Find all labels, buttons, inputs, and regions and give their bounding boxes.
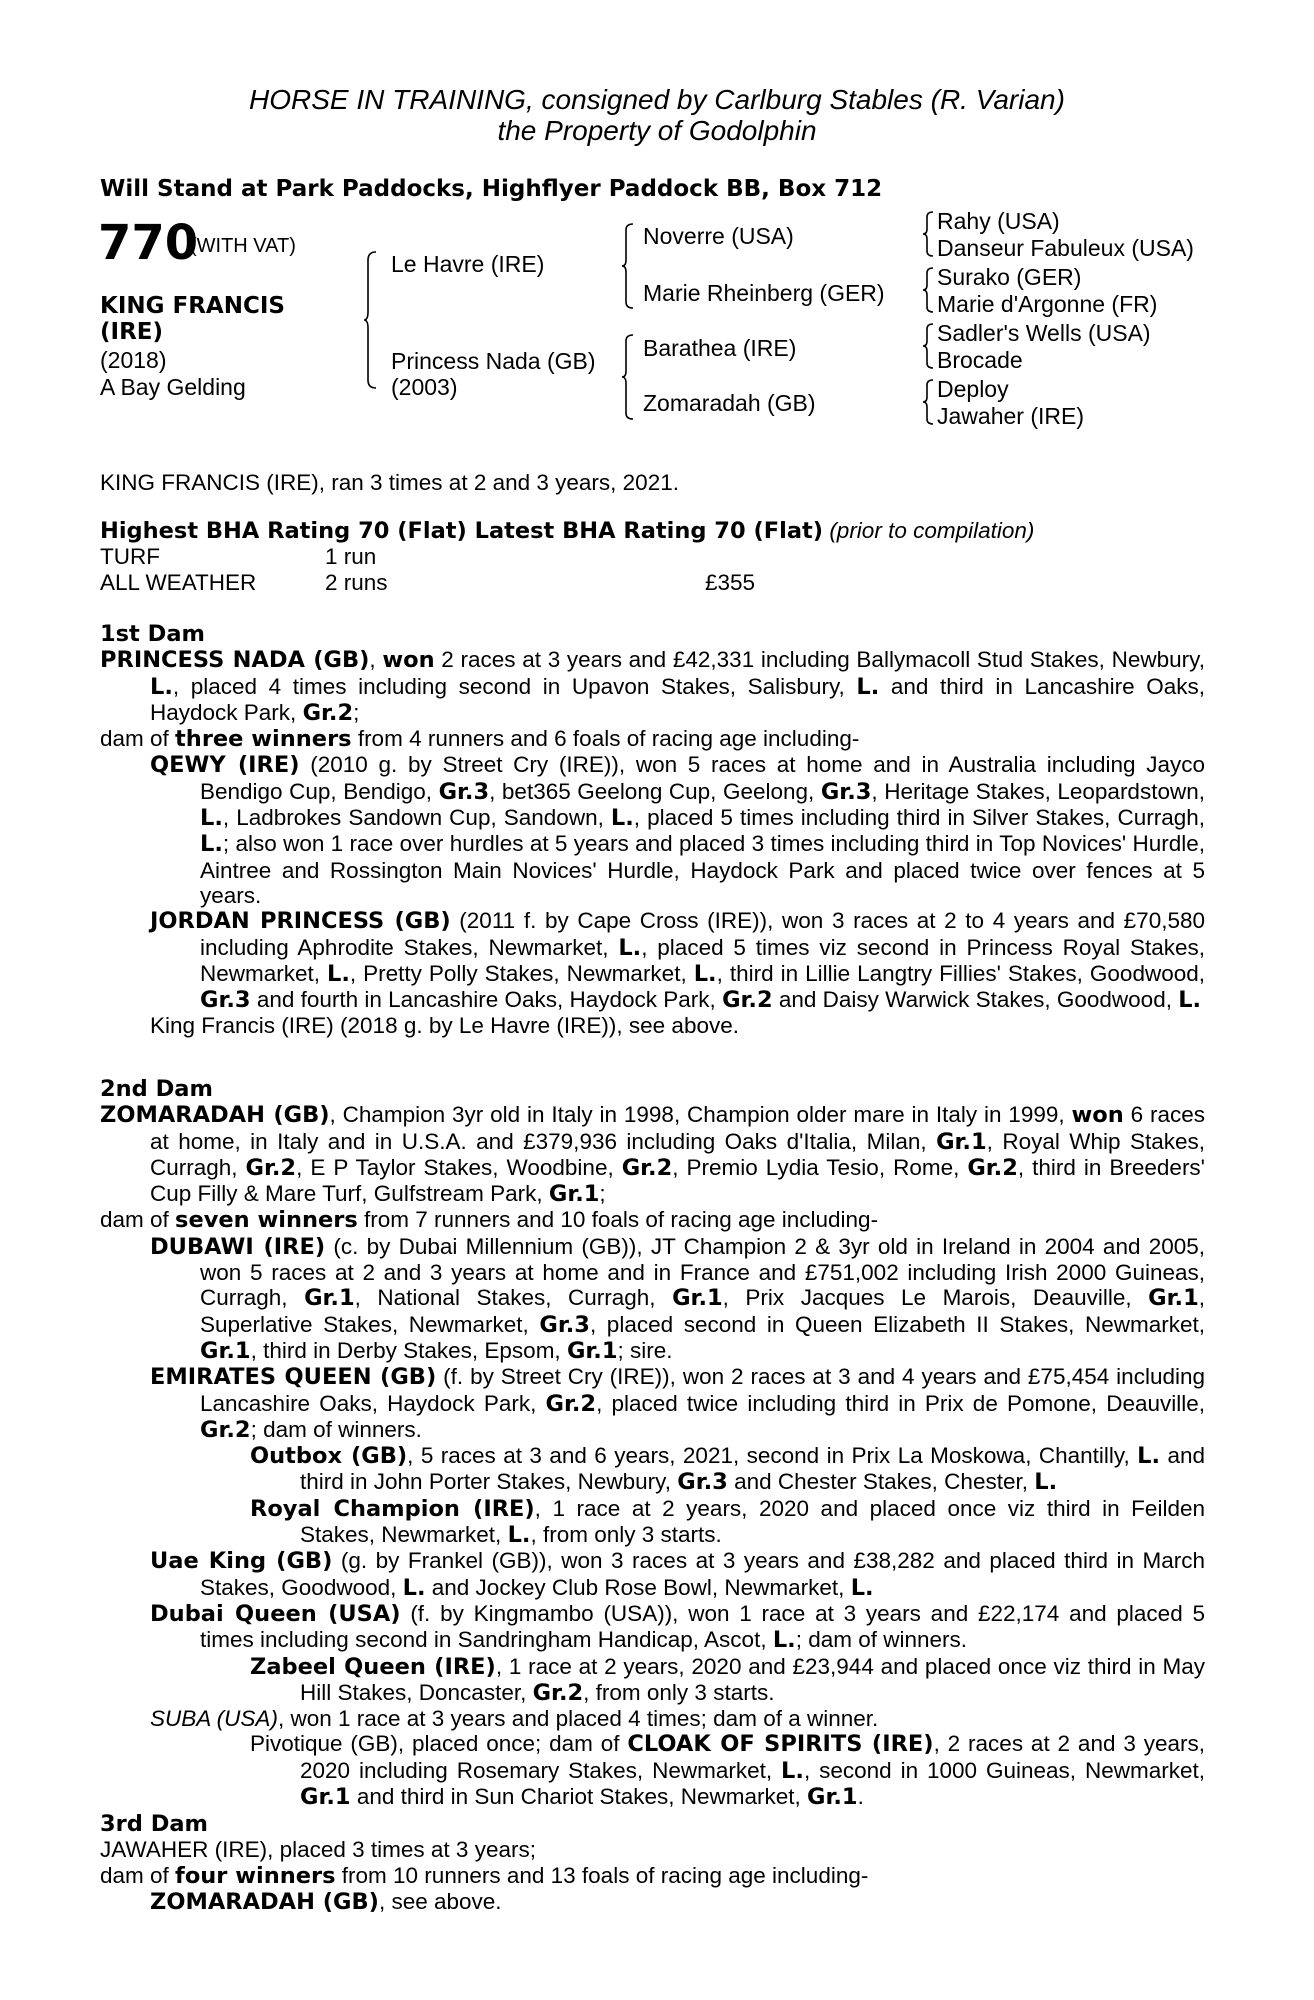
bold-run: Gr.2: [245, 1154, 297, 1181]
bold-run: three winners: [175, 726, 352, 753]
text-run: , placed 5 times including third in Silver Stakes, Curragh,: [633, 805, 1205, 831]
bha-rating-note: (prior to compilation): [829, 518, 1035, 543]
pedigree-bracket-g4-4: [923, 378, 935, 426]
text-run: from 10 runners and 13 foals of racing age including-: [335, 1862, 869, 1888]
text-run: and third in Lancashire Oaks, Haydock Park,: [150, 673, 1205, 725]
text-run: and third in John Porter Stakes, Newbury,: [300, 1443, 1206, 1495]
pedigree-g4-rahy: Rahy (USA): [937, 208, 1060, 234]
grandfoal-outbox: [150, 1443, 1205, 1496]
bold-run: L.: [507, 1522, 531, 1549]
bold-run: Gr.1: [1148, 1285, 1199, 1312]
bold-run: Gr.2: [545, 1390, 597, 1417]
text-run: King Francis (IRE) (2018 g. by Le Havre (IRE)), see above.: [150, 1013, 739, 1039]
bold-run: L.: [618, 934, 642, 961]
horse-name-suffix: (IRE): [100, 319, 164, 345]
second-dam-foal-suba: [100, 1706, 1205, 1731]
text-run: , Premio Lydia Tesio, Rome,: [672, 1154, 968, 1180]
text-run: ; also won 1 race over hurdles at 5 years and placed 3 times including third in Top Novices' Hurdle, Aintree and Rossington Main Novices' Hurdle, Haydock Park and placed twice over fences at 5 years.: [200, 831, 1205, 908]
text-run: , Pretty Polly Stakes, Newmarket,: [349, 960, 694, 986]
bha-rating-values: Highest BHA Rating 70 (Flat) Latest BHA Rating 70 (Flat): [100, 518, 824, 544]
text-run: ;: [353, 699, 360, 725]
third-dam-produce: [100, 1863, 1205, 1889]
text-run: , won 1 race at 3 years and placed 4 times; dam of a winner.: [277, 1706, 879, 1732]
pedigree-bracket-g4-1: [923, 210, 935, 258]
bold-run: L.: [200, 831, 223, 858]
first-dam-record: [100, 647, 1205, 726]
text-run: 2 races at 3 years and £42,331 including Ballymacoll Stud Stakes, Newbury,: [434, 647, 1205, 673]
catalogue-subheading: the Property of Godolphin: [497, 115, 817, 146]
text-run: , Superlative Stakes, Newmarket,: [200, 1285, 1205, 1337]
bold-run: Gr.2: [200, 1416, 251, 1443]
text-run: (g. by Frankel (GB)), won 3 races at 3 years and £38,282 and placed third in March Stakes, Goodwood,: [200, 1548, 1206, 1600]
text-run: and third in Sun Chariot Stakes, Newmarket,: [350, 1784, 808, 1810]
pedigree-bracket-g4-3: [923, 322, 935, 370]
text-run: , 2 races at 2 and 3 years, 2020 including Rosemary Stakes, Newmarket,: [300, 1731, 1205, 1783]
bold-run: ZOMARADAH (GB): [100, 1102, 330, 1129]
rating-row-prize-aw: £355: [705, 570, 756, 595]
bold-run: L.: [1178, 987, 1202, 1014]
bold-run: L.: [610, 805, 634, 832]
text-run: , third in Lillie Langtry Fillies' Stakes, Goodwood,: [716, 960, 1205, 986]
second-dam-foal-dubawi: [100, 1234, 1205, 1364]
bold-run: L.: [200, 805, 223, 832]
text-run: , bet365 Geelong Cup, Geelong,: [489, 778, 821, 804]
bold-run: Gr.3: [820, 778, 872, 805]
text-run: (f. by Street Cry (IRE)), won 2 races at 3 and 4 years and £75,454 including Lancashire Oaks, Haydock Park,: [200, 1364, 1205, 1416]
text-run: , placed twice including third in Prix de Pomone, Deauville,: [596, 1390, 1205, 1416]
bold-run: Gr.2: [532, 1679, 584, 1706]
grandfoal-zabeel-queen: [150, 1654, 1205, 1707]
text-run: ;: [599, 1181, 606, 1207]
bold-run: Gr.2: [621, 1154, 673, 1181]
text-run: , Royal Whip Stakes, Curragh,: [150, 1128, 1206, 1180]
rating-row-label-turf: TURF: [100, 544, 160, 569]
text-run: ; dam of winners.: [250, 1416, 422, 1442]
bold-run: EMIRATES QUEEN (GB): [150, 1364, 437, 1391]
text-run: , E P Taylor Stakes, Woodbine,: [296, 1154, 622, 1180]
text-run: , 5 races at 3 and 6 years, 2021, second in Prix La Moskowa, Chantilly,: [407, 1443, 1138, 1469]
first-dam-produce: [100, 726, 1205, 752]
bold-run: L.: [327, 960, 350, 987]
bold-run: Gr.1: [936, 1128, 987, 1155]
pedigree-sire-dam: Marie Rheinberg (GER): [643, 280, 885, 306]
bold-run: won: [382, 647, 435, 674]
text-run: , National Stakes, Curragh,: [354, 1285, 673, 1311]
pedigree-g4-sadlers-wells: Sadler's Wells (USA): [937, 320, 1151, 346]
rating-row-runs-aw: 2 runs: [325, 570, 388, 595]
first-dam-title: 1st Dam: [100, 621, 205, 647]
grandfoal-pivotique: [150, 1731, 1205, 1810]
text-run: (f. by Kingmambo (USA)), won 1 race at 3 years and £22,174 and placed 5 times including second in Sandringham Handicap, Ascot,: [200, 1600, 1205, 1653]
bold-run: L.: [402, 1574, 426, 1601]
bold-run: Gr.2: [302, 699, 354, 726]
second-dam-title: 2nd Dam: [100, 1076, 213, 1102]
bold-run: CLOAK OF SPIRITS (IRE): [627, 1731, 934, 1758]
bold-run: L.: [1137, 1443, 1161, 1470]
pedigree-g4-deploy: Deploy: [937, 376, 1009, 402]
bold-run: Royal Champion (IRE): [250, 1495, 535, 1522]
rating-row-label-aw: ALL WEATHER: [100, 570, 257, 595]
text-run: , Heritage Stakes, Leopardstown,: [871, 778, 1205, 804]
pedigree-sire: Le Havre (IRE): [391, 251, 545, 277]
text-run: (c. by Dubai Millennium (GB)), JT Champion 2 & 3yr old in Ireland in 2004 and 2005, won 5 races at 2 and 3 years at home and in France and £751,002 including Irish 2000 Guineas, Curragh,: [200, 1233, 1205, 1311]
second-dam-produce: [100, 1207, 1205, 1233]
text-run: ; sire.: [617, 1337, 673, 1363]
text-run: and Jockey Club Rose Bowl, Newmarket,: [425, 1574, 851, 1600]
text-run: , Prix Jacques Le Marois, Deauville,: [722, 1285, 1149, 1311]
text-run: ,: [369, 647, 383, 673]
text-run: , placed 5 times viz second in Princess Royal Stakes, Newmarket,: [200, 934, 1205, 986]
bold-run: Outbox (GB): [250, 1443, 408, 1470]
second-dam-foal-dubai-queen: [100, 1601, 1205, 1654]
text-run: from 4 runners and 6 foals of racing age including-: [351, 726, 860, 752]
bold-run: Gr.3: [438, 778, 490, 805]
text-run: , third in Breeders' Cup Filly & Mare Turf, Gulfstream Park,: [150, 1154, 1205, 1207]
pedigree-g4-surako: Surako (GER): [937, 264, 1082, 290]
bold-run: Gr.2: [722, 987, 773, 1014]
bha-rating: [100, 518, 1034, 544]
text-run: Pivotique (GB), placed once; dam of: [250, 1731, 628, 1757]
text-run: , placed 4 times including second in Upavon Stakes, Salisbury,: [172, 673, 857, 699]
lot-number: 770: [98, 215, 199, 271]
grandfoal-royal-champion: [150, 1496, 1205, 1549]
text-run: and fourth in Lancashire Oaks, Haydock Park,: [250, 987, 723, 1013]
text-run: , from only 3 starts.: [530, 1522, 722, 1548]
second-dam-foal-uae-king: [100, 1548, 1205, 1601]
pedigree-dam: Princess Nada (GB): [391, 348, 596, 374]
first-dam-foal-qewy: [100, 752, 1205, 908]
italic-run: SUBA (USA): [150, 1706, 278, 1732]
pedigree-g4-marie-dargonne: Marie d'Argonne (FR): [937, 291, 1158, 317]
bold-run: four winners: [175, 1862, 336, 1889]
text-run: , second in 1000 Guineas, Newmarket,: [803, 1757, 1205, 1783]
bold-run: won: [1071, 1102, 1124, 1129]
pedigree-bracket-dam: [622, 333, 636, 421]
text-run: ; dam of winners.: [795, 1627, 968, 1653]
first-dam-foal-king-francis: [100, 1013, 1205, 1038]
pedigree-g4-brocade: Brocade: [937, 347, 1023, 373]
pedigree-g4-jawaher: Jawaher (IRE): [937, 403, 1084, 429]
stand-location: Will Stand at Park Paddocks, Highflyer Paddock BB, Box 712: [100, 176, 883, 202]
text-run: from 7 runners and 10 foals of racing age including-: [357, 1207, 879, 1233]
third-dam-record: [100, 1837, 1205, 1862]
bold-run: Gr.1: [304, 1285, 355, 1312]
bold-run: Gr.1: [807, 1784, 858, 1811]
vat-note: (WITH VAT): [190, 235, 296, 257]
third-dam-section: [100, 1812, 1205, 1915]
bold-run: JORDAN PRINCESS (GB): [150, 908, 451, 935]
third-dam-title: 3rd Dam: [100, 1811, 208, 1837]
horse-name: KING FRANCIS: [100, 293, 285, 319]
text-run: and Chester Stakes, Chester,: [727, 1469, 1035, 1495]
second-dam-section: [100, 1077, 1205, 1810]
pedigree-bracket-sire: [622, 222, 636, 310]
text-run: , see above.: [378, 1888, 502, 1914]
catalogue-heading: HORSE IN TRAINING, consigned by Carlburg Stables (R. Varian): [249, 84, 1065, 115]
bold-run: DUBAWI (IRE): [150, 1233, 326, 1260]
third-dam-foal-zomaradah: [100, 1889, 1205, 1915]
rating-row-runs-turf: 1 run: [325, 544, 377, 569]
bold-run: L.: [856, 673, 880, 700]
bold-run: Gr.3: [677, 1469, 728, 1496]
bold-run: L.: [772, 1627, 796, 1654]
pedigree-bracket-main: [364, 250, 380, 390]
text-run: dam of: [100, 1862, 176, 1888]
pedigree-dam-dam: Zomaradah (GB): [643, 390, 816, 416]
bold-run: Zabeel Queen (IRE): [250, 1653, 496, 1680]
text-run: , Champion 3yr old in Italy in 1998, Champion older mare in Italy in 1999,: [329, 1102, 1072, 1128]
bold-run: Gr.3: [200, 987, 251, 1014]
text-run: and Daisy Warwick Stakes, Goodwood,: [772, 987, 1179, 1013]
bold-run: L.: [150, 673, 173, 700]
bold-run: PRINCESS NADA (GB): [100, 647, 370, 674]
bold-run: Gr.1: [200, 1337, 251, 1364]
bold-run: L.: [693, 960, 717, 987]
bold-run: Dubai Queen (USA): [150, 1600, 401, 1627]
text-run: JAWAHER (IRE), placed 3 times at 3 years;: [100, 1837, 536, 1863]
bold-run: Gr.1: [672, 1285, 723, 1312]
pedigree-sire-sire: Noverre (USA): [643, 223, 794, 249]
bold-run: L.: [850, 1574, 874, 1601]
bold-run: Gr.2: [967, 1154, 1018, 1181]
text-run: , Ladbrokes Sandown Cup, Sandown,: [222, 805, 611, 831]
second-dam-foal-emirates-queen: [100, 1364, 1205, 1443]
pedigree-dam-year: (2003): [391, 374, 458, 400]
horse-year: (2018): [100, 347, 167, 373]
second-dam-record: [100, 1102, 1205, 1207]
first-dam-section: [100, 622, 1205, 1039]
text-run: (2010 g. by Street Cry (IRE)), won 5 races at home and in Australia including Jayco Bendigo Cup, Bendigo,: [200, 752, 1205, 804]
text-run: , third in Derby Stakes, Epsom,: [250, 1337, 567, 1363]
bold-run: Uae King (GB): [150, 1548, 333, 1575]
bold-run: L.: [1034, 1469, 1058, 1496]
first-dam-foal-jordan-princess: [100, 908, 1205, 1013]
text-run: , from only 3 starts.: [583, 1679, 775, 1705]
race-summary: KING FRANCIS (IRE), ran 3 times at 2 and 3 years, 2021.: [100, 470, 679, 495]
bold-run: Gr.1: [548, 1181, 600, 1208]
horse-description: A Bay Gelding: [100, 374, 246, 400]
bold-run: L.: [781, 1757, 804, 1784]
text-run: dam of: [100, 1207, 176, 1233]
text-run: , placed second in Queen Elizabeth II Stakes, Newmarket,: [589, 1311, 1205, 1337]
bold-run: Gr.1: [300, 1784, 351, 1811]
bold-run: seven winners: [175, 1207, 358, 1234]
bold-run: ZOMARADAH (GB): [150, 1888, 379, 1915]
bold-run: Gr.3: [539, 1311, 590, 1338]
pedigree-g4-danseur-fabuleux: Danseur Fabuleux (USA): [937, 235, 1194, 261]
text-run: dam of: [100, 726, 176, 752]
text-run: .: [857, 1784, 864, 1810]
bold-run: QEWY (IRE): [150, 752, 300, 779]
text-run: , 1 race at 2 years, 2020 and placed once viz third in Feilden Stakes, Newmarket,: [300, 1495, 1205, 1548]
pedigree-bracket-g4-2: [923, 266, 935, 314]
pedigree-dam-sire: Barathea (IRE): [643, 335, 797, 361]
text-run: 6 races at home, in Italy and in U.S.A. and £379,936 including Oaks d'Italia, Milan,: [150, 1102, 1205, 1154]
text-run: (2011 f. by Cape Cross (IRE)), won 3 races at 2 to 4 years and £70,580 including Aphrodite Stakes, Newmarket,: [200, 908, 1205, 960]
bold-run: Gr.1: [566, 1337, 618, 1364]
text-run: , 1 race at 2 years, 2020 and £23,944 and placed once viz third in May Hill Stakes, Doncaster,: [300, 1653, 1205, 1705]
